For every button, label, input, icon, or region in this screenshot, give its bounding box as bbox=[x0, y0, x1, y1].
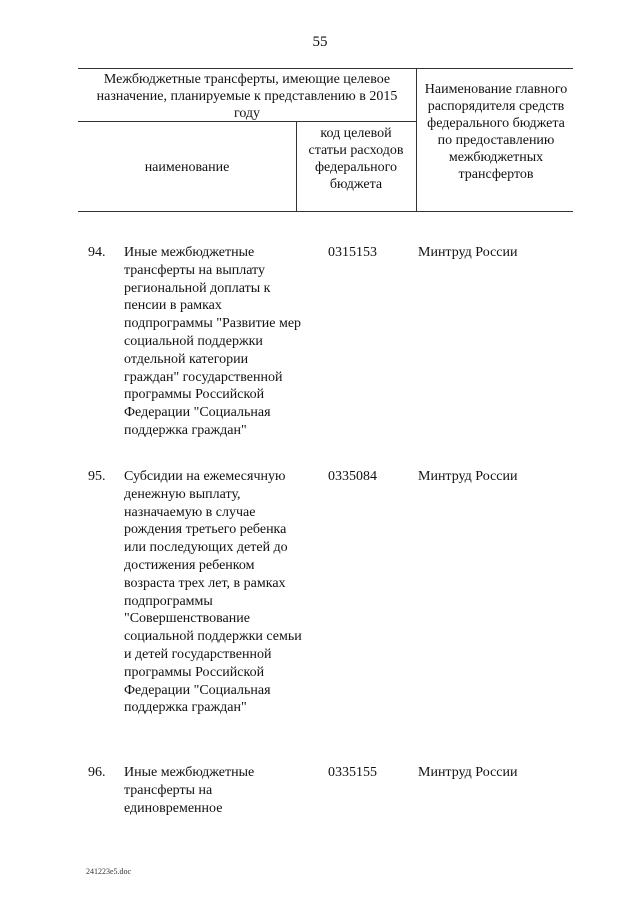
header-divider-right bbox=[416, 68, 417, 212]
row-code: 0335155 bbox=[328, 765, 377, 780]
table-row bbox=[78, 764, 573, 824]
page-number: 55 bbox=[312, 34, 328, 50]
row-ministry: Минтруд России bbox=[418, 469, 518, 484]
table-row bbox=[78, 244, 573, 468]
header-col-ministry: Наименование главного распорядителя средств федерального бюджета по предоставлению межбюджетных трансфертов bbox=[424, 82, 568, 182]
table-body bbox=[78, 244, 573, 824]
document-footer: 241223e5.doc bbox=[86, 867, 132, 876]
row-name: Иные межбюджетные трансферты на выплату региональной доплаты к пенсии в рамках подпрограммы "Развитие мер социальной поддержки отдельной категории граждан" государственной программы Российской Федерации "Социальная поддержка граждан" bbox=[124, 245, 302, 438]
row-code: 0315153 bbox=[328, 245, 377, 260]
row-number: 94. bbox=[88, 245, 106, 260]
header-bottom-rule bbox=[78, 211, 573, 212]
table-header bbox=[78, 68, 573, 212]
header-col-code: код целевой статьи расходов федерального бюджета bbox=[308, 126, 404, 192]
header-col-name: наименование bbox=[144, 160, 230, 175]
row-number: 96. bbox=[88, 765, 106, 780]
header-divider-code bbox=[296, 121, 297, 212]
header-top-rule bbox=[78, 68, 573, 69]
row-name: Субсидии на ежемесячную денежную выплату, назначаемую в случае рождения третьего ребенка или последующих детей до достижения ребенком возраста трех лет, в рамках подпрограммы "Совершенствование социальной поддержки семьи и детей государственной программы Российской Федерации "Социальная поддержка граждан" bbox=[124, 469, 302, 716]
table-row bbox=[78, 468, 573, 764]
row-name: Иные межбюджетные трансферты на единовременное bbox=[124, 765, 255, 816]
row-ministry: Минтруд России bbox=[418, 245, 518, 260]
header-group-title: Межбюджетные трансферты, имеющие целевое назначение, планируемые к представлению в 2015 году bbox=[96, 72, 398, 121]
row-number: 95. bbox=[88, 469, 106, 484]
row-ministry: Минтруд России bbox=[418, 765, 518, 780]
row-code: 0335084 bbox=[328, 469, 377, 484]
